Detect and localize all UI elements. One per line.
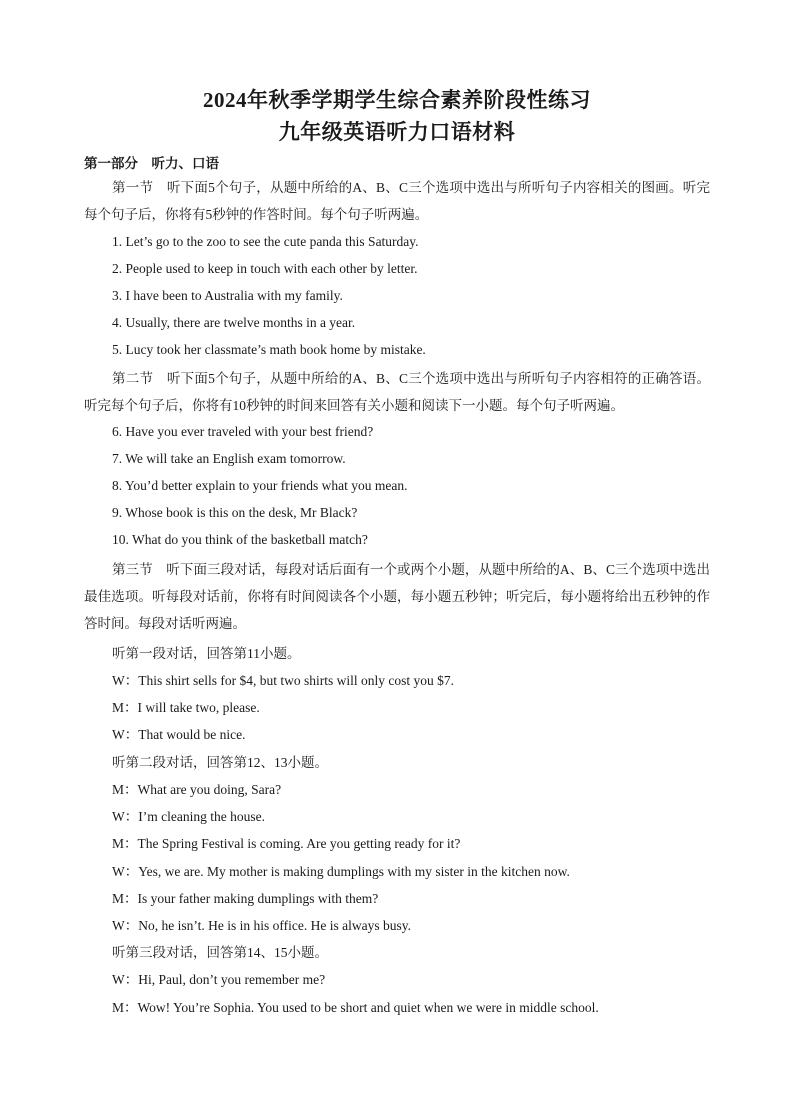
document-subtitle: 九年级英语听力口语材料 [278, 120, 516, 144]
sentence-8: 8. You’d better explain to your friends what you mean. [112, 478, 408, 493]
sentence-2: 2. People used to keep in touch with each other by letter. [112, 261, 418, 276]
dialogue3-line: M：Wow! You’re Sophia. You used to be short and quiet when we were in middle school. [112, 1000, 599, 1015]
sentence-3: 3. I have been to Australia with my family. [112, 288, 343, 303]
dialogue2-line: W：No, he isn’t. He is in his office. He is always busy. [112, 918, 411, 933]
dialogue2-line: M：What are you doing, Sara? [112, 782, 282, 797]
sentence-7: 7. We will take an English exam tomorrow. [112, 451, 346, 466]
dialogue2-line: W：I’m cleaning the house. [112, 809, 265, 824]
dialogue2-line: M：The Spring Festival is coming. Are you getting ready for it? [112, 836, 461, 851]
part-heading: 第一部分 听力、口语 [84, 156, 219, 171]
sentence-10: 10. What do you think of the basketball match? [112, 532, 368, 547]
section3-instruction: 第三节 听下面三段对话，每段对话后面有一个或两个小题，从题中所给的A、B、C三个选项中选出最佳选项。听每段对话前，你将有时间阅读各个小题，每小题五秒钟；听完后，每小题将给出五秒钟的作答时间。每段对话听两遍。 [84, 562, 710, 631]
sentence-6: 6. Have you ever traveled with your best friend? [112, 424, 374, 439]
dialogue2-intro: 听第二段对话，回答第12、13小题。 [112, 755, 328, 770]
sentence-5: 5. Lucy took her classmate’s math book home by mistake. [112, 342, 426, 357]
dialogue3-line: W：Hi, Paul, don’t you remember me? [112, 972, 326, 987]
dialogue2-line: W：Yes, we are. My mother is making dumplings with my sister in the kitchen now. [112, 864, 570, 879]
document-title: 2024年秋季学期学生综合素养阶段性练习 [203, 88, 591, 112]
sentence-1: 1. Let’s go to the zoo to see the cute panda this Saturday. [112, 234, 419, 249]
sentence-4: 4. Usually, there are twelve months in a year. [112, 315, 356, 330]
dialogue1-line: W：That would be nice. [112, 727, 246, 742]
section1-instruction: 第一节 听下面5个句子，从题中所给的A、B、C三个选项中选出与所听句子内容相关的图画。听完每个句子后，你将有5秒钟的作答时间。每个句子听两遍。 [84, 180, 710, 222]
dialogue1-line: W：This shirt sells for $4, but two shirts will only cost you $7. [112, 673, 454, 688]
sentence-9: 9. Whose book is this on the desk, Mr Black? [112, 505, 358, 520]
dialogue1-intro: 听第一段对话，回答第11小题。 [112, 646, 301, 661]
dialogue2-line: M：Is your father making dumplings with them? [112, 891, 379, 906]
dialogue1-line: M：I will take two, please. [112, 700, 260, 715]
dialogue3-intro: 听第三段对话，回答第14、15小题。 [112, 945, 328, 960]
section2-instruction: 第二节 听下面5个句子，从题中所给的A、B、C三个选项中选出与所听句子内容相符的正确答语。听完每个句子后，你将有10秒钟的时间来回答有关小题和阅读下一小题。每个句子听两遍。 [84, 371, 710, 413]
